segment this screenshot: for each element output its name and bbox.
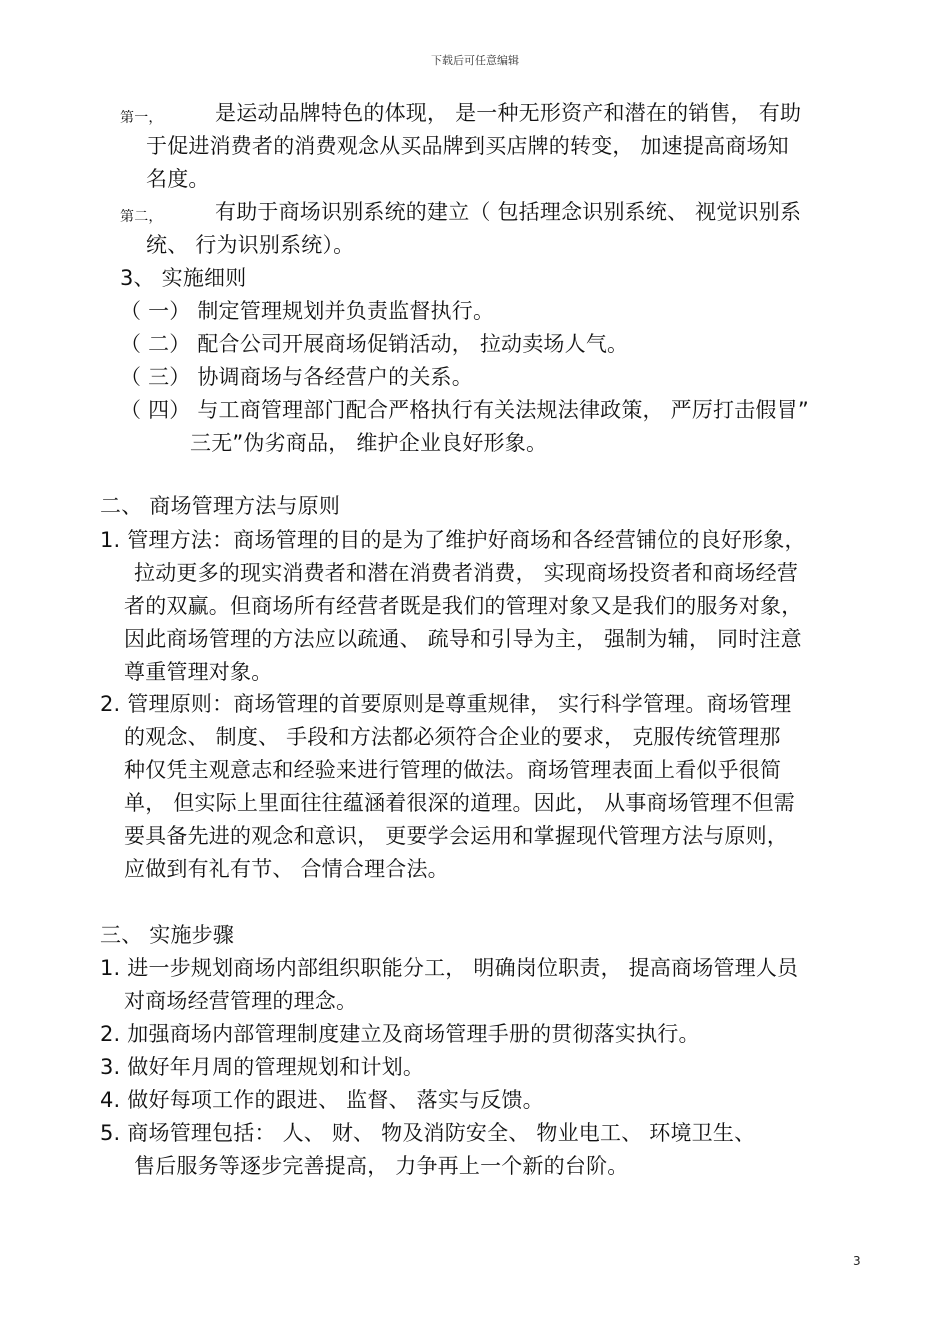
para2-prefix: 第二， [120, 209, 163, 225]
para1-line3: 名度。 [146, 167, 210, 191]
section2-item2-line4: 单， 但实际上里面往往蕴涵着很深的道理。因此， 从事商场管理不但需 [124, 791, 795, 815]
section2-item2-line5: 要具备先进的观念和意识， 更要学会运用和掌握现代管理方法与原则， [124, 824, 789, 848]
rules-item-2: （ 二） 配合公司开展商场促销活动， 拉动卖场人气。 [120, 332, 629, 356]
section2-item2-line3: 种仅凭主观意志和经验来进行管理的做法。商场管理表面上看似乎很简 [124, 758, 782, 782]
page-header-note: 下载后可任意编辑 [431, 54, 519, 67]
section3-item5-line2: 售后服务等逐步完善提高， 力争再上一个新的台阶。 [134, 1154, 629, 1178]
section3-item1-line1: 1. 进一步规划商场内部组织职能分工， 明确岗位职责， 提高商场管理人员 [100, 956, 799, 980]
section3-item4: 4. 做好每项工作的跟进、 监督、 落实与反馈。 [100, 1088, 544, 1112]
section3-item2: 2. 加强商场内部管理制度建立及商场管理手册的贯彻落实执行。 [100, 1022, 700, 1046]
section2-item1-line1: 1. 管理方法：商场管理的目的是为了维护好商场和各经营铺位的良好形象， [100, 528, 806, 552]
section2-item1-line2: 拉动更多的现实消费者和潜在消费者消费， 实现商场投资者和商场经营 [134, 561, 799, 585]
para1-prefix: 第一， [120, 110, 163, 126]
section2-item1-line3: 者的双赢。但商场所有经营者既是我们的管理对象又是我们的服务对象， [124, 594, 803, 618]
section3-heading: 三、 实施步骤 [100, 923, 235, 947]
rules-item-1: （ 一） 制定管理规划并负责监督执行。 [120, 299, 495, 323]
para2-line1: 有助于商场识别系统的建立（ 包括理念识别系统、 视觉识别系 [215, 200, 802, 224]
para1-line1: 是运动品牌特色的体现， 是一种无形资产和潜在的销售， 有助 [215, 101, 802, 125]
rules-item-4-cont: 三无”伪劣商品， 维护企业良好形象。 [190, 431, 548, 455]
rules-heading: 3、 实施细则 [120, 266, 247, 290]
section2-item1-line5: 尊重管理对象。 [124, 660, 273, 684]
section2-item2-line1: 2. 管理原则：商场管理的首要原则是尊重规律， 实行科学管理。商场管理 [100, 692, 792, 716]
section2-item1-line4: 因此商场管理的方法应以疏通、 疏导和引导为主， 强制为辅， 同时注意 [124, 627, 802, 651]
page-number: 3 [853, 1254, 861, 1268]
section2-item2-line2: 的观念、 制度、 手段和方法都必须符合企业的要求， 克服传统管理那 [124, 725, 781, 749]
rules-item-4: （ 四） 与工商管理部门配合严格执行有关法规法律政策， 严厉打击假冒” [120, 398, 809, 422]
section3-item5-line1: 5. 商场管理包括： 人、 财、 物及消防安全、 物业电工、 环境卫生、 [100, 1121, 756, 1145]
section3-item3: 3. 做好年月周的管理规划和计划。 [100, 1055, 425, 1079]
section2-heading: 二、 商场管理方法与原则 [100, 494, 341, 518]
para1-line2: 于促进消费者的消费观念从买品牌到买店牌的转变， 加速提高商场知 [146, 134, 789, 158]
para2-line2: 统、 行为识别系统）。 [146, 233, 355, 257]
section2-item2-line6: 应做到有礼有节、 合情合理合法。 [124, 857, 449, 881]
rules-item-3: （ 三） 协调商场与各经营户的关系。 [120, 365, 473, 389]
section3-item1-line2: 对商场经营管理的理念。 [124, 989, 358, 1013]
